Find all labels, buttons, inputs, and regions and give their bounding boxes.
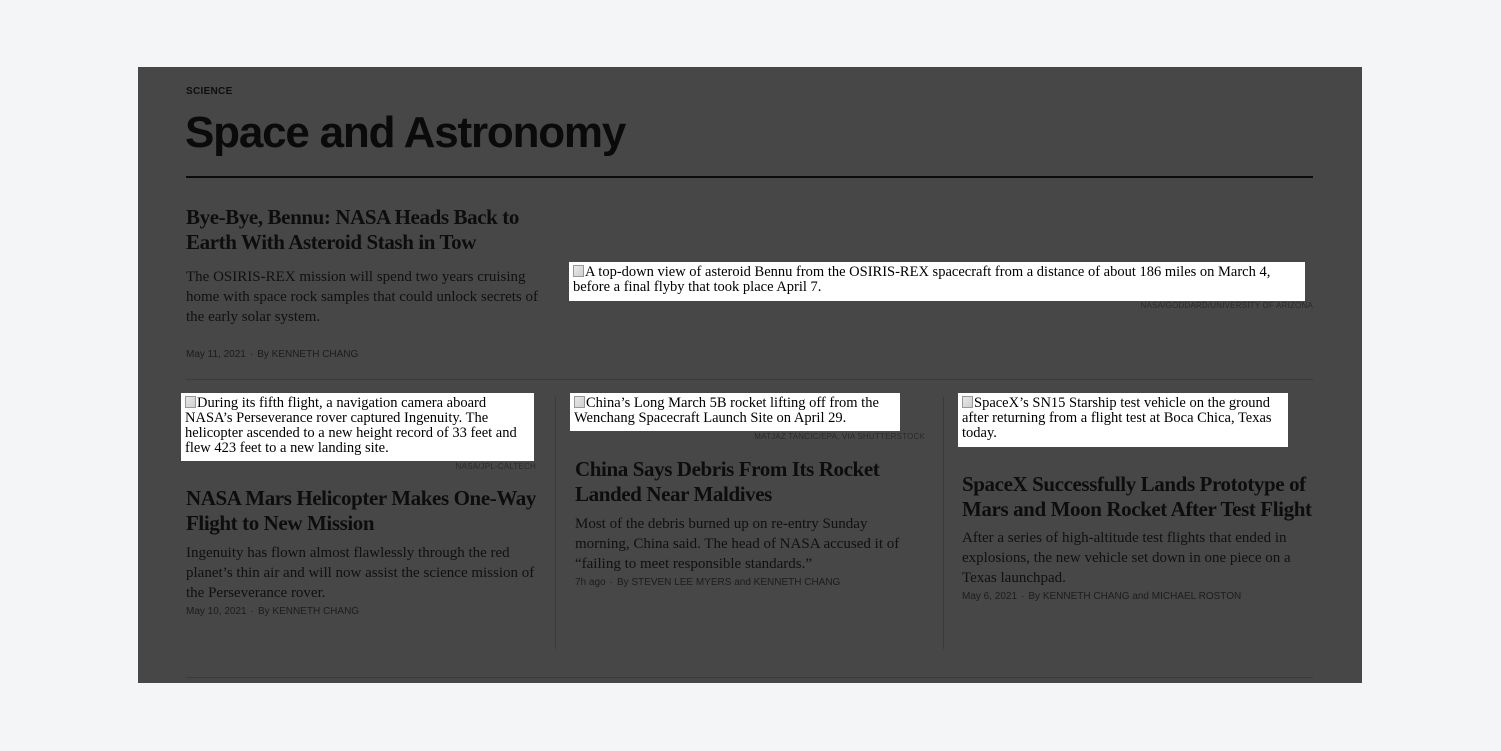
story-image-alt: During its fifth flight, a navigation camera aboard NASA’s Perseverance rover captured Ingenuity. The helicopter ascended to a new height record of 33 feet and flew 423 feet to a new landing site. xyxy=(185,395,517,456)
lead-author[interactable]: By KENNETH CHANG xyxy=(257,349,359,360)
story-byline xyxy=(575,577,915,588)
story-card[interactable] xyxy=(186,486,538,617)
lead-summary: The OSIRIS-REX mission will spend two years cruising home with space rock samples that could unlock secrets of the early solar system. xyxy=(186,269,538,325)
column-divider xyxy=(943,397,944,649)
story-date: May 10, 2021 xyxy=(186,606,247,617)
lead-byline xyxy=(186,349,546,360)
lead-date: May 11, 2021 xyxy=(186,349,246,360)
story-image-alt: SpaceX’s SN15 Starship test vehicle on the ground after returning from a flight test at Boca Chica, Texas today. xyxy=(962,395,1272,441)
story-image[interactable] xyxy=(181,393,534,461)
story-summary: Most of the debris burned up on re-entry Sunday morning, China said. The head of NASA accused it of “failing to meet responsible standards.” xyxy=(575,516,900,572)
story-image[interactable] xyxy=(570,393,900,431)
lead-headline[interactable]: Bye-Bye, Bennu: NASA Heads Back to Earth With Asteroid Stash in Tow xyxy=(186,205,519,254)
row-divider xyxy=(186,379,1313,380)
story-headline[interactable]: NASA Mars Helicopter Makes One-Way Flight to New Mission xyxy=(186,486,536,535)
lead-story[interactable] xyxy=(186,205,546,360)
lead-image-alt: A top-down view of asteroid Bennu from the OSIRIS-REX spacecraft from a distance of about 186 miles on March 4, before a final flyby that took place April 7. xyxy=(573,264,1271,295)
story-date: 7h ago xyxy=(575,577,606,588)
section-label[interactable]: SCIENCE xyxy=(186,86,233,97)
byline-separator: · xyxy=(1021,591,1025,602)
story-headline[interactable]: China Says Debris From Its Rocket Landed Near Maldives xyxy=(575,457,880,506)
story-author[interactable]: By STEVEN LEE MYERS and KENNETH CHANG xyxy=(616,577,841,588)
lead-image[interactable] xyxy=(569,262,1305,301)
story-summary: Ingenuity has flown almost flawlessly through the red planet’s thin air and will now assist the science mission of the Perseverance rover. xyxy=(186,545,535,601)
page-title: Space and Astronomy xyxy=(185,108,626,157)
story-image-credit: MATJAZ TANCIC/EPA, VIA SHUTTERSTOCK xyxy=(754,432,925,441)
story-author[interactable]: By KENNETH CHANG and MICHAEL ROSTON xyxy=(1028,591,1242,602)
byline-separator: · xyxy=(249,349,254,360)
story-date: May 6, 2021 xyxy=(962,591,1018,602)
story-summary: After a series of high-altitude test flights that ended in explosions, the new vehicle set down in one piece on a Texas launchpad. xyxy=(962,530,1291,586)
story-image[interactable] xyxy=(958,393,1288,447)
title-divider xyxy=(186,176,1313,178)
section-page xyxy=(138,67,1362,683)
story-card[interactable] xyxy=(962,472,1314,602)
story-image-credit: NASA/JPL-CALTECH xyxy=(455,462,536,471)
column-divider xyxy=(555,397,556,649)
broken-image-icon xyxy=(185,396,196,408)
story-image-alt: China’s Long March 5B rocket lifting off from the Wenchang Spacecraft Launch Site on April 29. xyxy=(574,395,879,426)
broken-image-icon xyxy=(574,396,585,408)
bottom-divider xyxy=(186,677,1313,678)
lead-image-credit: NASA/GODDARD/UNIVERSITY OF ARIZONA xyxy=(1140,301,1313,310)
broken-image-icon xyxy=(573,265,584,277)
byline-separator: · xyxy=(250,606,254,617)
story-card[interactable] xyxy=(575,457,915,588)
story-headline[interactable]: SpaceX Successfully Lands Prototype of Mars and Moon Rocket After Test Flight xyxy=(962,472,1312,521)
byline-separator: · xyxy=(609,577,613,588)
story-author[interactable]: By KENNETH CHANG xyxy=(257,606,360,617)
broken-image-icon xyxy=(962,396,973,408)
story-byline xyxy=(962,591,1314,602)
story-byline xyxy=(186,606,538,617)
